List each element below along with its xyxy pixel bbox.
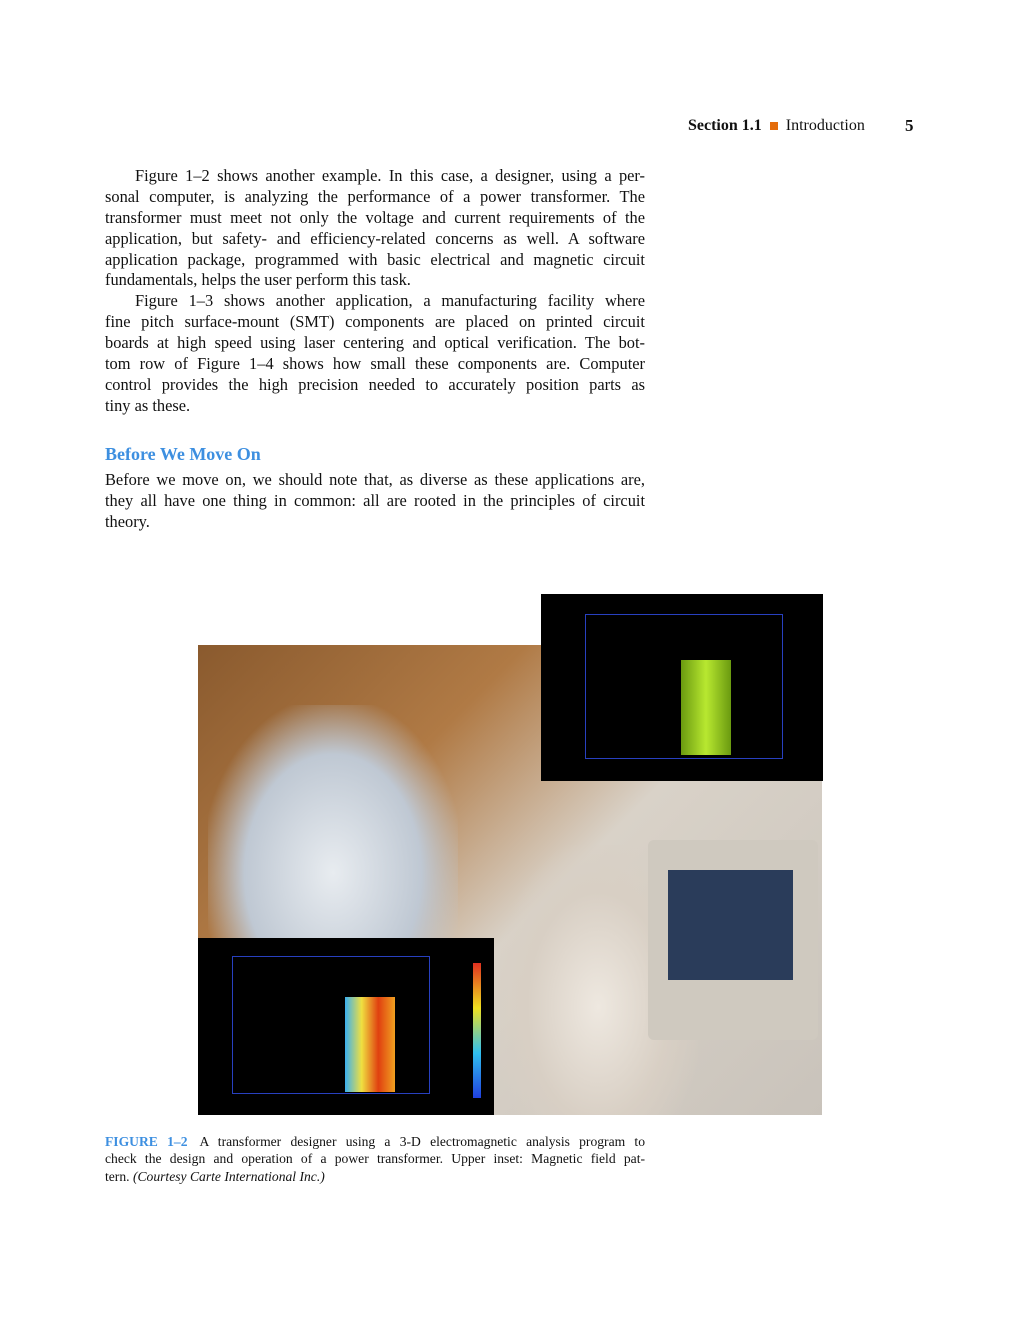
caption-line: tern. (105, 1168, 130, 1184)
text-line: boards at high speed using laser centering and optical verification. The bot- (105, 333, 645, 353)
standing-man (208, 705, 458, 945)
figure-label: FIGURE 1–2 (105, 1134, 188, 1149)
paragraph-1 (105, 166, 645, 417)
text-line: Before we move on, we should note that, as diverse as these applications are, (105, 470, 645, 489)
orange-square-icon (770, 122, 778, 130)
figure-image (198, 594, 823, 1115)
figure-caption (105, 1133, 645, 1185)
text-line: theory. (105, 511, 150, 531)
text-line: tiny as these. (105, 395, 191, 415)
text-line: fundamentals, helps the user perform this task. (105, 270, 411, 290)
text-line: application package, programmed with basic electrical and magnetic circuit (105, 249, 645, 269)
caption-line: check the design and operation of a power transformer. Upper inset: Magnetic field pat- (105, 1151, 645, 1167)
text-line: sonal computer, is analyzing the performance of a power transformer. The (105, 186, 645, 206)
text-line: Figure 1–2 shows another example. In this case, a designer, using a per- (135, 166, 645, 185)
computer-monitor (648, 840, 818, 1040)
page-number: 5 (905, 116, 914, 135)
color-scale (473, 963, 481, 1098)
caption-line: A transformer designer using a 3-D electromagnetic analysis program to (199, 1134, 645, 1149)
upper-inset-magnetic-field (541, 594, 823, 781)
paragraph-3 (105, 470, 645, 533)
running-header (688, 117, 865, 135)
text-line: application, but safety- and efficiency-related concerns as well. A software (105, 228, 645, 248)
section-number: Section 1.1 (688, 117, 762, 134)
text-line: control provides the high precision needed to accurately position parts as (105, 374, 645, 394)
text-line: they all have one thing in common: all are rooted in the principles of circuit (105, 490, 645, 510)
caption-credit: (Courtesy Carte International Inc.) (132, 1168, 325, 1184)
text-line: transformer must meet not only the voltage and current requirements of the (105, 207, 645, 227)
text-line: fine pitch surface-mount (SMT) components are placed on printed circuit (105, 312, 645, 332)
section-title: Introduction (785, 117, 865, 134)
section-heading: Before We Move On (105, 444, 261, 464)
lower-inset-heat-map (198, 938, 494, 1115)
text-line: Figure 1–3 shows another application, a manufacturing facility where (135, 291, 645, 311)
text-line: tom row of Figure 1–4 shows how small these components are. Computer (105, 354, 645, 374)
